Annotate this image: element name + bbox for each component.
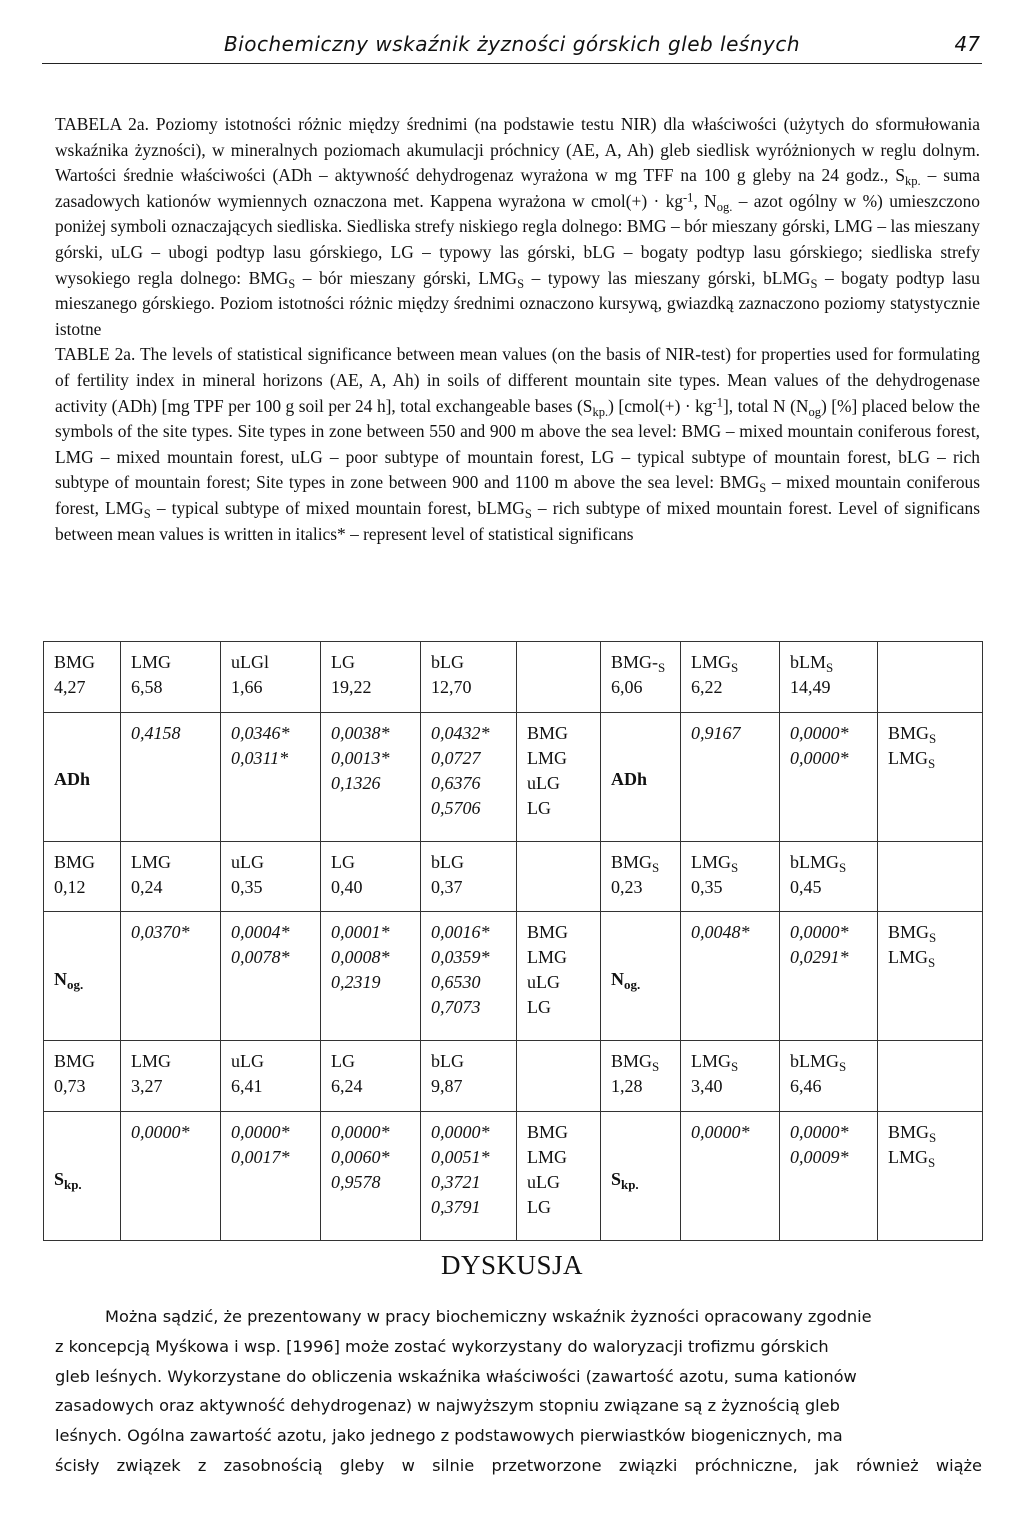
p-value-cell [780,912,878,1041]
cell-line: 0,4158 [131,722,181,743]
cell-line: LMG [527,1147,567,1168]
cell-line: 0,0000* [431,1122,490,1143]
cell-line: 0,0000* [231,1122,290,1143]
means-row [44,841,983,912]
row-labels-cell [517,1112,601,1241]
empty-cell [878,841,983,912]
mean-value: 6,06 [611,677,643,697]
p-value-cell [780,1112,878,1241]
mean-value: 14,49 [790,677,831,697]
p-value-cell [221,1112,321,1241]
site-type-name: LG [331,1051,355,1072]
mean-cell [780,841,878,912]
cell-line: 0,0291* [790,947,849,968]
p-value-cell [681,712,780,841]
caption-text: ) [cmol(+) · kg [608,395,713,416]
mean-value: 3,40 [691,1076,723,1097]
p-value-cell [421,712,517,841]
site-type-name: bLG [431,652,464,672]
mean-cell [780,642,878,713]
site-type-name: LG [331,851,355,872]
cell-line: 0,0004* [231,922,290,943]
property-label-cell [44,912,121,1041]
mean-value: 0,40 [331,876,363,897]
empty-cell [878,642,983,713]
row-labels-cell [517,912,601,1041]
p-value-cell [121,712,221,841]
cell-line: LMG [888,947,928,968]
running-title: Biochemiczny wskaźnik żyzności górskich gleb leśnych [223,32,801,56]
mean-value: 0,23 [611,876,643,897]
site-type-subscript: S [731,1059,739,1075]
cell-line: BMG [527,922,569,943]
cell-line: 0,3721 [431,1172,481,1193]
cell-line: 0,0000* [790,747,849,768]
property-label: N [54,968,67,989]
site-type-name: BMG [54,652,96,672]
p-value-cell [121,1112,221,1241]
cell-line: 0,0000* [790,722,849,743]
mean-value: 9,87 [431,1076,463,1097]
mean-cell [121,642,221,713]
caption-subscript: S [288,276,296,291]
caption-text: – rich subtype of mixed mountain forest. Level of significans between mean values is written in italics* – represent level of statistical significans [55,497,980,544]
site-type-subscript: S [929,930,937,946]
mean-value: 0,73 [54,1076,86,1097]
p-value-cell [421,1112,517,1241]
cell-line: 0,0000* [691,1122,750,1143]
cell-line: 0,0009* [790,1147,849,1168]
site-type-subscript: S [928,955,936,971]
site-type-name: LMG [131,1051,171,1072]
caption-text: ], total N (N [722,395,809,416]
mean-cell [601,1041,681,1112]
cell-line: 0,0051* [431,1147,490,1168]
mean-cell [44,642,121,713]
cell-line: 0,0000* [131,1122,190,1143]
cell-line: 0,0346* [231,722,290,743]
property-label-subscript: kp. [621,1176,639,1192]
caption-text: – azot ogólny w %) umieszczono poniżej symboli oznaczających siedliska. Siedliska strefy niskiego regla dolnego: BMG – bór mieszany górski, LMG – las mieszany górski, uLG – ubogi podtyp lasu górskiego, LG – typowy las górski, bLG – bogaty podtyp lasu górskiego; siedliska strefy wysokiego regla dolnego: BMG [55,190,980,288]
property-label-subscript: og. [67,976,84,992]
cell-line: 0,6376 [431,772,481,793]
mean-cell [780,1041,878,1112]
cell-line: BMG [888,1122,930,1143]
p-value-cell [321,1112,421,1241]
cell-line: 0,0048* [691,922,750,943]
empty-cell [517,1041,601,1112]
site-type-name: uLG [231,851,264,872]
empty-cell [517,642,601,713]
cell-line: LMG [888,1147,928,1168]
mean-value: 0,24 [131,876,163,897]
caption-superscript: -1 [683,190,694,205]
property-label-cell [601,712,681,841]
cell-line: LMG [527,947,567,968]
mean-value: 0,12 [54,876,86,897]
row-labels-cell [517,712,601,841]
section-heading: DYSKUSJA [440,1250,584,1280]
paragraph-line: z koncepcją Myśkowa i wsp. [1996] może zostać wykorzystany do waloryzacji trofizmu górskich [55,1336,829,1356]
site-type-subscript: S [652,1059,660,1075]
caption-text: – typowy las mieszany górski, bLMG [524,267,811,288]
site-type-name: BMG- [611,652,659,672]
cell-line: LG [527,997,551,1018]
site-type-name: uLGl [231,652,269,672]
p-value-cell [681,1112,780,1241]
caption-text: TABLE 2a. The levels of statistical significance between mean values (on the basis of NIR-test) for properties used for formulating of fertility index in mineral horizons (AE, A, Ah) in soils of different mountain site types. Mean values of the dehydrogenase activity (ADh) [mg TPF per 100 g soil per 24 h], total exchangeable bases (S [55,344,980,416]
mean-value: 4,27 [54,677,86,697]
significance-row [44,1112,983,1241]
caption-text: – mixed mountain coniferous forest, LMG [55,472,980,518]
caption-subscript: S [810,276,818,291]
mean-cell [601,642,681,713]
row-labels-cell [878,912,983,1041]
p-value-cell [421,912,517,1041]
caption-subscript: S [517,276,525,291]
mean-value: 6,41 [231,1076,263,1097]
site-type-subscript: S [826,659,834,675]
property-label-subscript: kp. [64,1176,82,1192]
site-type-name: LG [331,652,355,672]
site-type-name: bLMG [790,1051,839,1072]
table-body [44,642,983,1241]
property-label: S [54,1168,65,1189]
caption-text: – bogaty podtyp lasu mieszanego górskiego. Poziom istotności różnic między średnimi oznaczono kursywą, gwiazdką zaznaczono poziomy statystycznie istotne [55,267,980,339]
cell-line: 0,0038* [331,722,390,743]
mean-value: 0,45 [790,876,822,897]
cell-line: BMG [888,922,930,943]
row-labels-cell [878,1112,983,1241]
significance-table [43,641,983,1241]
p-value-cell [780,712,878,841]
site-type-subscript: S [929,1129,937,1145]
empty-cell [517,841,601,912]
property-label: ADh [611,769,648,790]
site-type-name: bLG [431,1051,464,1072]
cell-line: 0,0017* [231,1147,290,1168]
mean-cell [421,1041,517,1112]
mean-cell [321,841,421,912]
caption-subscript: og. [716,199,733,214]
mean-value: 1,66 [231,677,263,697]
mean-cell [121,841,221,912]
cell-line: BMG [888,722,930,743]
site-type-name: LMG [691,652,731,672]
caption-text: , N [693,190,717,211]
p-value-cell [121,912,221,1041]
property-label: ADh [54,769,91,790]
paragraph-line: gleb leśnych. Wykorzystane do obliczenia wskaźnika właściwości (zawartość azotu, suma kationów [55,1366,857,1386]
caption-subscript: S [143,506,151,521]
paragraph-line: zasadowych oraz aktywność dehydrogenaz) w najwyższym stopniu związane są z żyznością gleb [55,1396,840,1416]
cell-line: LMG [527,747,567,768]
mean-value: 6,46 [790,1076,822,1097]
mean-value: 3,27 [131,1076,163,1097]
mean-value: 19,22 [331,677,372,697]
page-number: 47 [954,32,980,56]
property-label-cell [44,1112,121,1241]
cell-line: 0,0370* [131,922,190,943]
mean-value: 6,24 [331,1076,363,1097]
cell-line: 0,2319 [331,972,381,993]
row-labels-cell [878,712,983,841]
caption-text: ) [%] placed below the symbols of the site types. Site types in zone between 550 and 900 m above the sea level: BMG – mixed mountain coniferous forest, LMG – mixed mountain forest, uLG – poor subtype of mountain forest, LG – typical subtype of mountain forest, bLG – rich subtype of mountain forest; Site types in zone between 900 and 1100 m above the sea level: BMG [55,395,980,493]
cell-line: BMG [527,1122,569,1143]
cell-line: 0,9167 [691,722,741,743]
caption-subscript: kp. [592,404,609,419]
cell-line: 0,0001* [331,922,390,943]
table-caption [55,112,980,547]
cell-line: 0,0000* [331,1122,390,1143]
caption-subscript: og [808,404,821,419]
cell-line: 0,0000* [790,1122,849,1143]
caption-subscript: kp. [905,173,921,188]
site-type-subscript: S [658,659,666,675]
paragraph-line: Można sądzić, że prezentowany w pracy biochemiczny wskaźnik żyzności opracowany zgodnie [105,1307,872,1326]
running-header [42,24,982,64]
cell-line: 0,0078* [231,947,290,968]
cell-line: 0,5706 [431,797,481,818]
caption-text: – bór mieszany górski, LMG [295,267,518,288]
p-value-cell [681,912,780,1041]
caption-english [55,342,980,547]
site-type-subscript: S [929,730,937,746]
caption-text: – typical subtype of mixed mountain forest, bLMG [150,497,525,518]
cell-line: 0,0008* [331,947,390,968]
cell-line: 0,3791 [431,1197,481,1218]
mean-value: 6,58 [131,677,163,697]
property-label: S [611,1168,622,1189]
site-type-name: LMG [691,851,731,872]
site-type-name: LMG [131,851,171,872]
cell-line: 0,0060* [331,1147,390,1168]
property-label-cell [601,912,681,1041]
cell-line: LG [527,1197,551,1218]
mean-value: 12,70 [431,677,472,697]
mean-cell [121,1041,221,1112]
caption-polish [55,112,980,342]
means-row [44,642,983,713]
caption-text: – suma zasadowych kationów wymiennych oznaczona met. Kappena wyrażona w cmol(+) · kg [55,165,980,211]
mean-cell [681,841,780,912]
mean-cell [221,841,321,912]
caption-text: TABELA 2a. Poziomy istotności różnic między średnimi (na podstawie testu NIR) dla właściwości (użytych do sformułowania wskaźnika żyzności), w mineralnych poziomach akumulacji próchnicy (AE, A, Ah) gleb siedlisk wyróżnionych w reglu dolnym. Wartości średnie właściwości (ADh – aktywność dehydrogenaz wyrażona w mg TFF na 100 g gleby na 24 godz., S [55,114,980,186]
cell-line: 0,6530 [431,972,481,993]
site-type-subscript: S [652,859,660,875]
mean-cell [681,642,780,713]
mean-value: 0,35 [691,876,723,897]
empty-cell [878,1041,983,1112]
mean-cell [601,841,681,912]
mean-cell [321,642,421,713]
means-row [44,1041,983,1112]
caption-subscript: S [524,506,532,521]
mean-cell [421,642,517,713]
mean-value: 6,22 [691,677,723,697]
mean-cell [44,841,121,912]
site-type-name: bLG [431,851,464,872]
property-label-cell [601,1112,681,1241]
site-type-name: LMG [131,652,171,672]
site-type-subscript: S [731,859,739,875]
cell-line: 0,0432* [431,722,490,743]
cell-line: 0,0016* [431,922,490,943]
property-label: N [611,968,624,989]
cell-line: 0,7073 [431,997,481,1018]
cell-line: 0,1326 [331,772,381,793]
mean-cell [221,1041,321,1112]
site-type-subscript: S [928,755,936,771]
p-value-cell [221,912,321,1041]
site-type-name: bLM [790,652,826,672]
mean-cell [221,642,321,713]
p-value-cell [321,712,421,841]
mean-value: 0,37 [431,876,463,897]
cell-line: 0,0311* [231,747,289,768]
cell-line: 0,9578 [331,1172,381,1193]
cell-line: uLG [527,772,560,793]
cell-line: uLG [527,1172,560,1193]
paragraph-line: leśnych. Ogólna zawartość azotu, jako jednego z podstawowych pierwiastków biogenicznych, ma [55,1426,843,1446]
cell-line: 0,0000* [790,922,849,943]
cell-line: uLG [527,972,560,993]
cell-line: LG [527,797,551,818]
discussion-paragraph [55,1302,982,1481]
cell-line: 0,0359* [431,947,490,968]
mean-cell [681,1041,780,1112]
site-type-name: LMG [691,1051,731,1072]
property-label-subscript: og. [624,976,641,992]
site-type-subscript: S [731,659,739,675]
significance-row [44,912,983,1041]
cell-line: BMG [527,722,569,743]
mean-cell [44,1041,121,1112]
mean-cell [321,1041,421,1112]
significance-row [44,712,983,841]
site-type-subscript: S [839,1059,847,1075]
mean-value: 1,28 [611,1076,643,1097]
property-label-cell [44,712,121,841]
cell-line: 0,0727 [431,747,481,768]
mean-cell [421,841,517,912]
caption-subscript: S [759,481,767,496]
paragraph-line: ścisły związek z zasobnością gleby w silnie przetworzone związki próchniczne, jak również wiąże [55,1455,982,1475]
p-value-cell [321,912,421,1041]
site-type-name: BMG [54,1051,96,1072]
p-value-cell [221,712,321,841]
site-type-name: BMG [611,1051,653,1072]
site-type-subscript: S [928,1154,936,1170]
cell-line: 0,0013* [331,747,390,768]
site-type-name: BMG [611,851,653,872]
mean-value: 0,35 [231,876,263,897]
site-type-name: BMG [54,851,96,872]
site-type-name: bLMG [790,851,839,872]
caption-superscript: -1 [712,394,723,409]
site-type-subscript: S [839,859,847,875]
site-type-name: uLG [231,1051,264,1072]
cell-line: LMG [888,747,928,768]
